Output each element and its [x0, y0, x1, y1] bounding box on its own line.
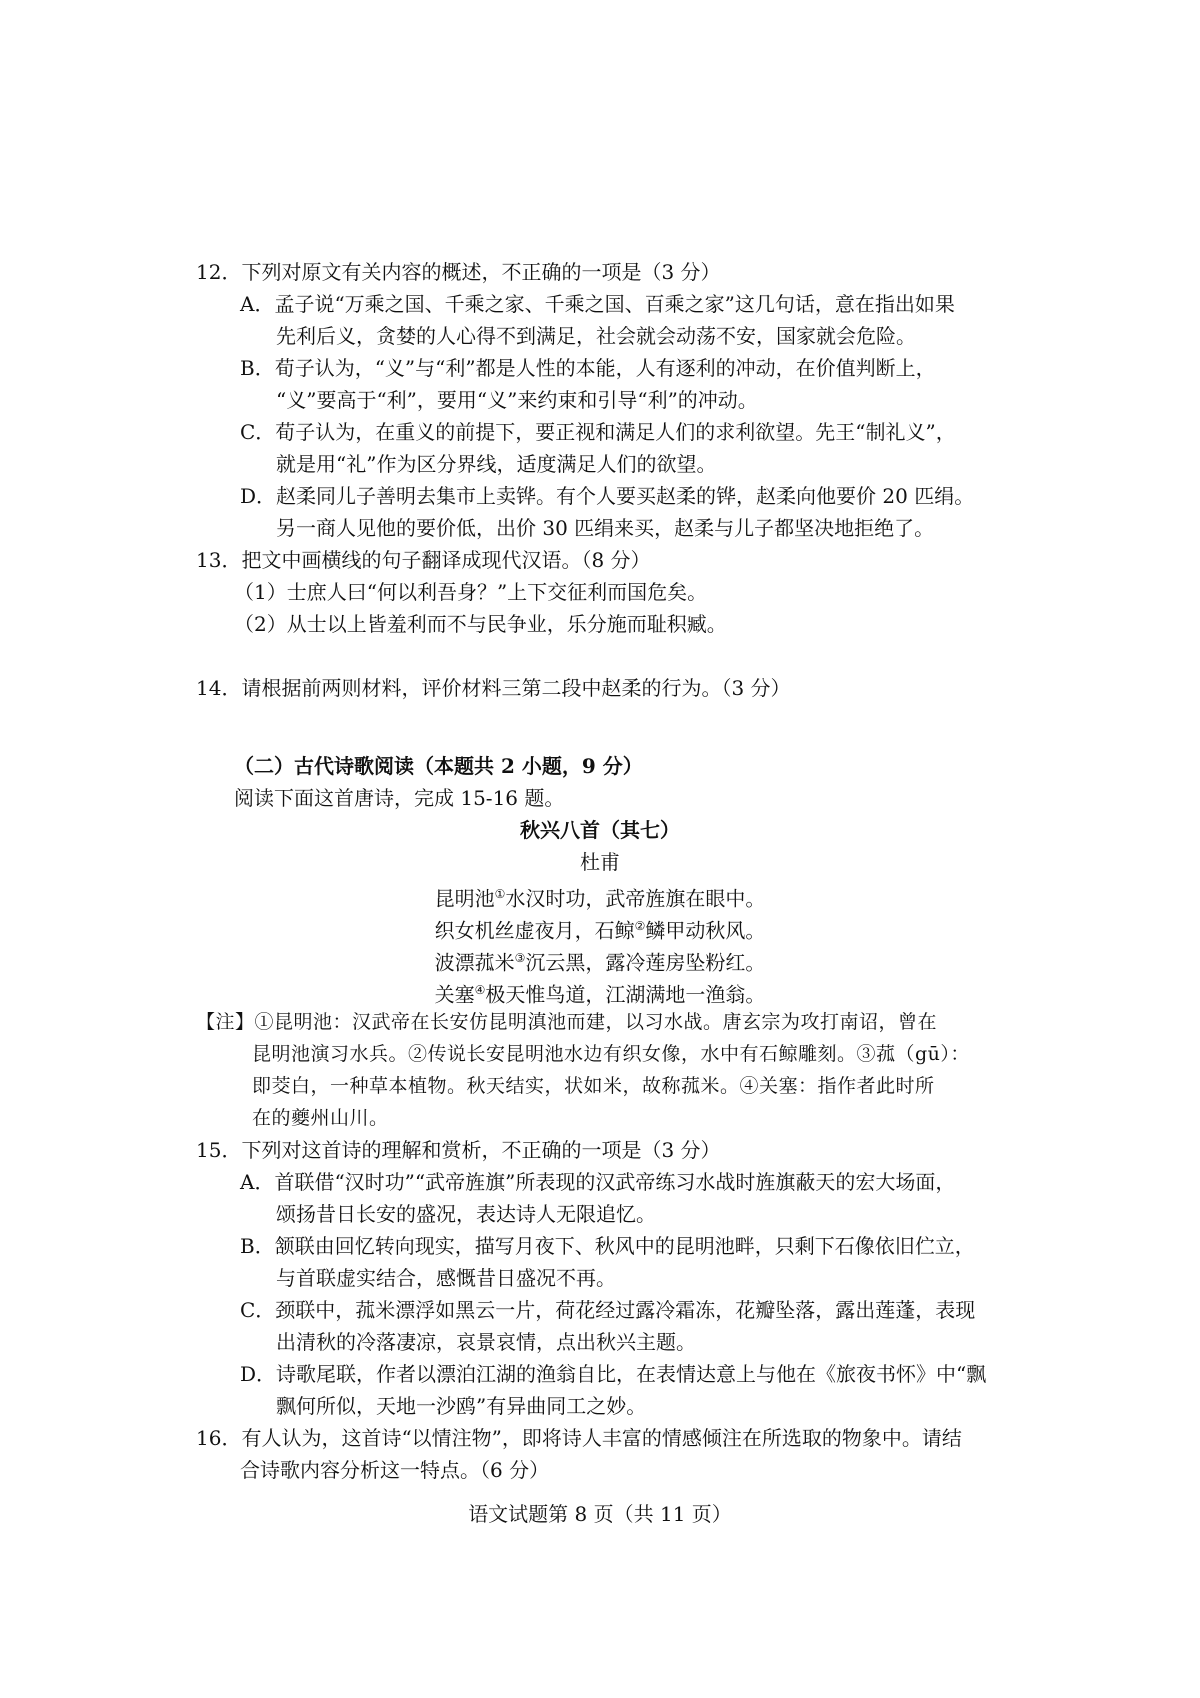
q13-stem: 13．把文中画横线的句子翻译成现代汉语。（8 分） — [196, 548, 651, 572]
poem-line-1-head: 昆明池 — [434, 886, 495, 911]
q12-option-b: B．荀子认为，“义”与“利”都是人性的本能，人有逐利的冲动，在价值判断上， — [240, 356, 936, 380]
q15-option-b: B．颔联由回忆转向现实，描写月夜下、秋风中的昆明池畔，只剩下石像依旧伫立， — [240, 1234, 975, 1258]
poem-line-4 — [0, 976, 1200, 1009]
q15-option-a: A．首联借“汉时功”“武帝旌旗”所表现的汉武帝练习水战时旌旗蔽天的宏大场面， — [240, 1170, 956, 1194]
poem-line-1-tail: 水汉时功，武帝旌旗在眼中。 — [505, 886, 766, 911]
footnote-marker-2: ② — [634, 919, 646, 933]
q15-option-c: C．颈联中，菰米漂浮如黑云一片，荷花经过露冷霜冻，花瓣坠落，露出莲蓬，表现 — [240, 1298, 976, 1322]
section-heading: （二）古代诗歌阅读（本题共 2 小题，9 分） — [234, 754, 643, 778]
q15-option-c-cont: 出清秋的冷落凄凉，哀景哀情，点出秋兴主题。 — [276, 1330, 696, 1354]
q13-sentence-2: （2）从士以上皆羞利而不与民争业，乐分施而耻积臧。 — [234, 612, 727, 636]
q12-stem: 12．下列对原文有关内容的概述，不正确的一项是（3 分） — [196, 260, 721, 284]
q12-option-c-cont: 就是用“礼”作为区分界线，适度满足人们的欲望。 — [276, 452, 717, 476]
poem-author: 杜甫 — [580, 850, 620, 874]
note-line-1: 【注】①昆明池：汉武帝在长安仿昆明滇池而建，以习水战。唐玄宗为攻打南诏，曾在 — [196, 1011, 938, 1033]
poem-title: 秋兴八首（其七） — [520, 818, 680, 842]
footnote-marker-4: ④ — [474, 983, 486, 997]
note-line-3: 即茭白，一种草本植物。秋天结实，状如米，故称菰米。④关塞：指作者此时所 — [252, 1075, 935, 1097]
q16-stem: 16．有人认为，这首诗“以情注物”，即将诗人丰富的情感倾注在所选取的物象中。请结 — [196, 1426, 962, 1450]
footnote-marker-3: ③ — [514, 951, 526, 965]
q12-option-b-cont: “义”要高于“利”，要用“义”来约束和引导“利”的冲动。 — [276, 388, 758, 412]
q15-option-b-cont: 与首联虚实结合，感慨昔日盛况不再。 — [276, 1266, 616, 1290]
section-intro: 阅读下面这首唐诗，完成 15-16 题。 — [234, 786, 565, 810]
poem-line-3 — [0, 944, 1200, 977]
footnote-marker-1: ① — [494, 887, 506, 901]
q14-stem: 14．请根据前两则材料，评价材料三第二段中赵柔的行为。（3 分） — [196, 676, 791, 700]
note-line-4: 在的夔州山川。 — [252, 1107, 389, 1129]
note-line-2: 昆明池演习水兵。②传说长安昆明池水边有织女像，水中有石鲸雕刻。③菰（gū）： — [252, 1043, 970, 1065]
poem-line-2-head: 织女机丝虚夜月，石鲸 — [434, 918, 635, 943]
page-footer: 语文试题第 8 页（共 11 页） — [468, 1502, 732, 1526]
poem-line-3-tail: 沉云黑，露冷莲房坠粉红。 — [525, 950, 766, 975]
q16-stem-cont: 合诗歌内容分析这一特点。（6 分） — [240, 1458, 550, 1482]
q15-option-d-cont: 飘何所似，天地一沙鸥”有异曲同工之妙。 — [276, 1394, 647, 1418]
poem-line-4-tail: 极天惟鸟道，江湖满地一渔翁。 — [485, 982, 766, 1007]
poem-line-4-head: 关塞 — [434, 982, 475, 1007]
q12-option-a: A．孟子说“万乘之国、千乘之家、千乘之国、百乘之家”这几句话，意在指出如果 — [240, 292, 955, 316]
q15-stem: 15．下列对这首诗的理解和赏析，不正确的一项是（3 分） — [196, 1138, 721, 1162]
q12-option-d-cont: 另一商人见他的要价低，出价 30 匹绢来买，赵柔与儿子都坚决地拒绝了。 — [276, 516, 935, 540]
q15-option-a-cont: 颂扬昔日长安的盛况，表达诗人无限追忆。 — [276, 1202, 656, 1226]
poem-line-1 — [0, 880, 1200, 913]
poem-line-2-tail: 鳞甲动秋风。 — [645, 918, 766, 943]
q12-option-c: C．荀子认为，在重义的前提下，要正视和满足人们的求利欲望。先王“制礼义”， — [240, 420, 956, 444]
q12-option-a-cont: 先利后义，贪婪的人心得不到满足，社会就会动荡不安，国家就会危险。 — [276, 324, 916, 348]
q12-option-d: D．赵柔同儿子善明去集市上卖铧。有个人要买赵柔的铧，赵柔向他要价 20 匹绢。 — [240, 484, 975, 508]
poem-line-2 — [0, 912, 1200, 945]
q13-sentence-1: （1）士庶人曰“何以利吾身？”上下交征利而国危矣。 — [234, 580, 708, 604]
poem-line-3-head: 波漂菰米 — [434, 950, 515, 975]
q15-option-d: D．诗歌尾联，作者以漂泊江湖的渔翁自比，在表情达意上与他在《旅夜书怀》中“飘 — [240, 1362, 987, 1386]
